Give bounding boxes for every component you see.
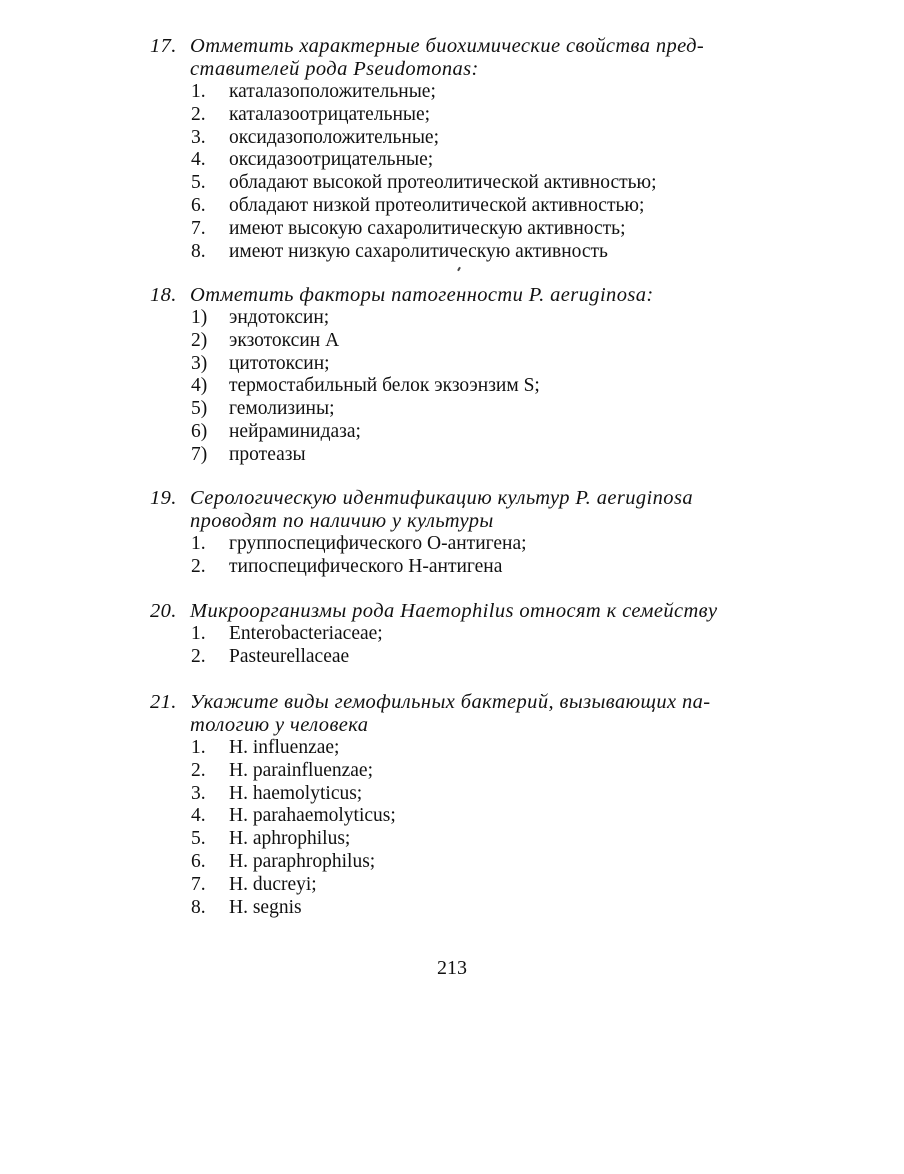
option-text: H. paraphrophilus; [229,850,376,872]
answer-option [191,533,750,556]
question-17 [150,35,750,263]
answer-option [191,241,750,264]
option-text: обладают высокой протеолитической активностью; [229,172,657,194]
question-heading [150,600,750,623]
option-number: 2. [191,759,206,781]
question-text-line: Серологическую идентификацию культур P. aeruginosa [190,487,693,509]
question-text-line: проводят по наличию у культуры [190,510,494,532]
option-number: 3. [191,782,206,804]
option-number: 3) [191,352,208,374]
question-heading [150,691,750,737]
option-text: цитотоксин; [229,352,330,374]
question-number: 17. [150,35,177,57]
option-number: 6. [191,850,206,872]
option-text: H. parainfluenzae; [229,759,374,781]
option-text: H. aphrophilus; [229,828,351,850]
answer-option [191,353,750,376]
option-text: H. influenzae; [229,737,340,758]
option-text: H. haemolyticus; [229,782,363,804]
option-text: оксидазоотрицательные; [229,149,434,171]
option-text: экзотоксин A [229,329,340,351]
answer-option [191,444,750,467]
option-number: 4. [191,149,206,171]
question-text [190,487,750,533]
option-number: 2. [191,645,206,667]
answer-option [191,805,750,828]
answer-list [150,623,750,669]
option-text: H. ducreyi; [229,873,317,895]
option-number: 1. [191,737,206,758]
question-text [190,35,750,81]
question-text-line: Микроорганизмы рода Haemophilus относят к семейству [190,600,718,622]
option-number: 2) [191,329,208,351]
option-number: 1. [191,623,206,644]
option-number: 4) [191,375,208,397]
answer-option [191,81,750,104]
answer-option [191,195,750,218]
option-number: 1) [191,307,208,328]
option-text: группоспецифического О-антигена; [229,533,527,554]
answer-option [191,218,750,241]
option-text: оксидазоположительные; [229,126,439,148]
answer-option [191,149,750,172]
question-text-line: Отметить факторы патогенности P. aeruginosa: [190,284,654,306]
option-number: 1. [191,533,206,554]
option-number: 5. [191,828,206,850]
option-number: 5) [191,398,208,420]
option-number: 6. [191,194,206,216]
answer-list [150,533,750,579]
answer-option [191,127,750,150]
question-20 [150,600,750,669]
answer-option [191,623,750,646]
option-text: имеют низкую сахаролитическую активность [229,240,608,262]
answer-option [191,330,750,353]
question-21 [150,691,750,919]
answer-option [191,783,750,806]
question-heading [150,35,750,81]
answer-list [150,737,750,919]
option-text: H. segnis [229,896,302,918]
question-text-line: Укажите виды гемофильных бактерий, вызывающих па- [190,691,711,713]
option-number: 8. [191,896,206,918]
answer-list [150,81,750,263]
option-number: 2. [191,555,206,577]
question-text-line: тологию у человека [190,714,369,736]
option-number: 7. [191,217,206,239]
option-text: обладают низкой протеолитической активностью; [229,194,645,216]
option-text: Enterobacteriaceae; [229,623,383,644]
option-number: 8. [191,240,206,262]
answer-option [191,851,750,874]
question-number: 20. [150,600,177,622]
question-19 [150,487,750,579]
answer-option [191,646,750,669]
question-number: 18. [150,284,177,306]
question-text-line: ставителей рода Pseudomonas: [190,58,479,80]
option-number: 5. [191,172,206,194]
question-text-line: Отметить характерные биохимические свойства пред- [190,35,705,57]
option-text: каталазоотрицательные; [229,103,431,125]
answer-list [150,307,750,467]
option-text: протеазы [229,443,306,465]
question-heading [150,487,750,533]
answer-option [191,874,750,897]
page-number: 213 [437,957,467,979]
answer-option [191,375,750,398]
option-number: 6) [191,420,208,442]
answer-option [191,737,750,760]
option-number: 2. [191,103,206,125]
option-number: 7) [191,443,208,465]
option-number: 7. [191,873,206,895]
answer-option [191,172,750,195]
answer-option [191,104,750,127]
option-text: Pasteurellaceae [229,645,350,667]
answer-option [191,556,750,579]
question-text [190,284,750,307]
question-text [190,600,750,623]
option-text: нейраминидаза; [229,420,361,442]
option-text: H. parahaemolyticus; [229,805,396,827]
question-18 [150,284,750,467]
option-number: 1. [191,81,206,102]
question-number: 21. [150,691,177,713]
option-text: каталазоположительные; [229,81,436,102]
answer-option [191,897,750,920]
answer-option [191,828,750,851]
option-text: термостабильный белок экзоэнзим S; [229,375,540,397]
answer-option [191,307,750,330]
option-text: эндотоксин; [229,307,330,328]
answer-option [191,760,750,783]
answer-option [191,398,750,421]
option-text: типоспецифического Н-антигена [229,555,503,577]
option-text: гемолизины; [229,398,335,420]
question-number: 19. [150,487,177,509]
option-number: 4. [191,805,206,827]
question-text [190,691,750,737]
option-text: имеют высокую сахаролитическую активность; [229,217,626,239]
option-number: 3. [191,126,206,148]
scan-speck [457,267,461,271]
question-heading [150,284,750,307]
answer-option [191,421,750,444]
